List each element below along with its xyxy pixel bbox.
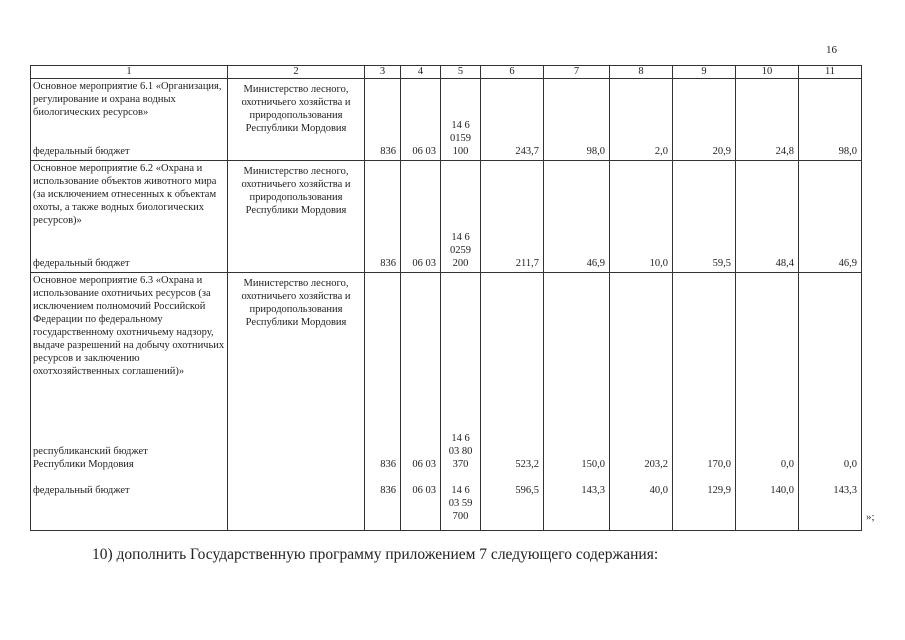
value-cell: 59,5	[673, 161, 736, 273]
col-header: 11	[799, 66, 862, 79]
col-header: 5	[441, 66, 481, 79]
value-cell: 2,0	[610, 79, 673, 161]
value-cell: 243,7	[481, 79, 544, 161]
value-cell: 211,7	[481, 161, 544, 273]
csr-cell: 14 6 0259 200	[441, 161, 481, 273]
activity-cell	[31, 273, 228, 531]
value-cell: 170,0 129,9	[673, 273, 736, 531]
col-header: 3	[365, 66, 401, 79]
header-row	[31, 66, 862, 79]
rzpr-cell: 06 03	[401, 79, 441, 161]
funding-source: федеральный бюджет	[33, 485, 130, 496]
value-cell: 24,8	[736, 79, 799, 161]
col-header: 2	[228, 66, 365, 79]
grbs-cell: 836 836	[365, 273, 401, 531]
value-cell: 0,0 143,3	[799, 273, 862, 531]
paragraph-text: 10) дополнить Государственную программу приложением 7 следующего содержания:	[92, 546, 659, 563]
executor-cell: Министерство лесного, охотничьего хозяйства и природопользования Республики Мордовия	[228, 161, 365, 273]
value-cell: 523,2 596,5	[481, 273, 544, 531]
value-cell: 98,0	[799, 79, 862, 161]
rzpr-cell: 06 03	[401, 161, 441, 273]
grbs-cell: 836	[365, 79, 401, 161]
table-row	[31, 161, 862, 273]
table-row	[31, 79, 862, 161]
value-cell: 20,9	[673, 79, 736, 161]
csr-cell: 14 6 0159 100	[441, 79, 481, 161]
activity-cell	[31, 161, 228, 273]
funding-source: федеральный бюджет	[33, 258, 130, 269]
value-cell: 48,4	[736, 161, 799, 273]
table-row	[31, 273, 862, 531]
col-header: 6	[481, 66, 544, 79]
value-cell: 203,2 40,0	[610, 273, 673, 531]
col-header: 10	[736, 66, 799, 79]
col-header: 1	[31, 66, 228, 79]
value-cell: 46,9	[544, 161, 610, 273]
grbs-cell: 836	[365, 161, 401, 273]
activity-name: Основное мероприятие 6.1 «Организация, регулирование и охрана водных биологических ресурсов»	[33, 81, 222, 118]
col-header: 7	[544, 66, 610, 79]
page-number: 16	[826, 44, 837, 56]
csr-cell: 14 6 03 80 370 14 6 03 59 700	[441, 273, 481, 531]
closing-quote: »;	[866, 511, 875, 523]
funding-source: Республики Мордовия	[33, 459, 134, 470]
activity-cell	[31, 79, 228, 161]
col-header: 8	[610, 66, 673, 79]
rzpr-cell: 06 03 06 03	[401, 273, 441, 531]
col-header: 9	[673, 66, 736, 79]
funding-source: федеральный бюджет	[33, 146, 130, 157]
value-cell: 46,9	[799, 161, 862, 273]
budget-table	[30, 65, 862, 531]
value-cell: 150,0 143,3	[544, 273, 610, 531]
value-cell: 10,0	[610, 161, 673, 273]
col-header: 4	[401, 66, 441, 79]
executor-cell: Министерство лесного, охотничьего хозяйства и природопользования Республики Мордовия	[228, 273, 365, 531]
value-cell: 0,0 140,0	[736, 273, 799, 531]
activity-name: Основное мероприятие 6.2 «Охрана и использование объектов животного мира (за исключением отнесенных к объектам охоты, а также водных биологических ресурсов)»	[33, 163, 217, 226]
activity-name: Основное мероприятие 6.3 «Охрана и использование охотничьих ресурсов (за исключением полномочий Российской Федерации по федеральному государственному охотничьему надзору, выдаче разрешений на добычу охотничьих ресурсов и заключению охотхозяйственных соглашений)»	[33, 275, 225, 377]
funding-source: республиканский бюджет	[33, 446, 148, 457]
executor-cell: Министерство лесного, охотничьего хозяйства и природопользования Республики Мордовия	[228, 79, 365, 161]
value-cell: 98,0	[544, 79, 610, 161]
